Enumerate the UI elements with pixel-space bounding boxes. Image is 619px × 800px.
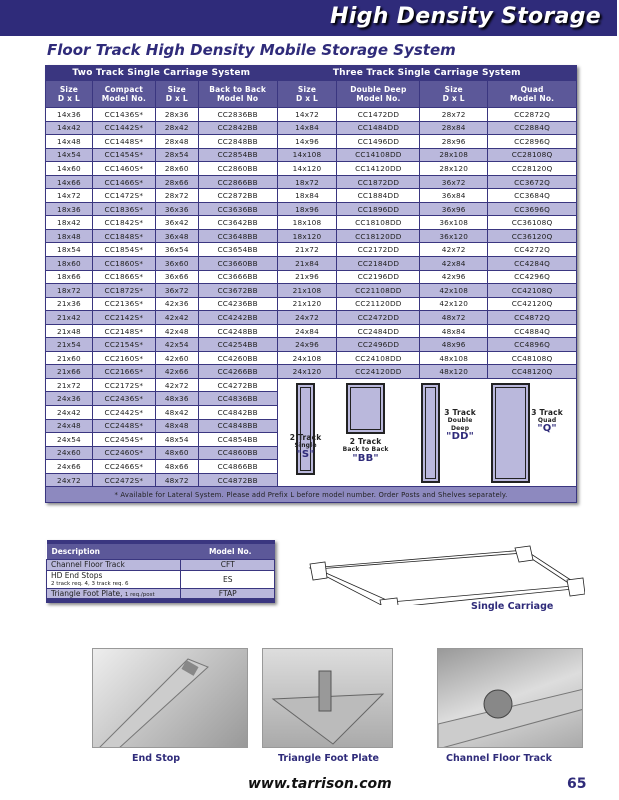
table-cell: 28x66 xyxy=(155,175,198,189)
table-cell: 18x108 xyxy=(277,216,337,230)
table-cell: 14x48 xyxy=(46,135,93,149)
page-number: 65 xyxy=(567,776,587,792)
table-cell: 42x108 xyxy=(420,284,488,298)
table-cell: CC2842BB xyxy=(198,121,277,135)
section-subtitle: Floor Track High Density Mobile Storage System xyxy=(47,41,456,59)
table-cell: 18x48 xyxy=(46,229,93,243)
diagram-label-text: 2 Track xyxy=(289,432,322,442)
table-row xyxy=(46,189,577,203)
col-header-model: Model No. xyxy=(181,542,275,559)
table-cell: CC28108Q xyxy=(488,148,577,162)
channel-floor-track-photo xyxy=(437,648,583,748)
table-cell: CC4254BB xyxy=(198,338,277,352)
table-cell: CC1896DD xyxy=(337,202,420,216)
col-header-line: Quad xyxy=(520,85,544,94)
table-cell: 18x54 xyxy=(46,243,93,257)
col-header-line: D x L xyxy=(295,94,319,103)
table-cell: CC4272Q xyxy=(488,243,577,257)
table-cell: CC1866S* xyxy=(92,270,155,284)
table-cell: 28x48 xyxy=(155,135,198,149)
single-frame-icon xyxy=(296,383,315,475)
table-cell: 42x42 xyxy=(155,311,198,325)
diagram-label-text: Single xyxy=(294,441,317,449)
diagram-label-text: Double xyxy=(447,416,473,424)
table-cell: CC2884Q xyxy=(488,121,577,135)
single-carriage-drawing xyxy=(305,540,585,605)
table-cell: CC2166S* xyxy=(92,365,155,379)
table-cell: CC4272BB xyxy=(198,378,277,392)
table-cell: 28x108 xyxy=(420,148,488,162)
col-header-line: Model No xyxy=(217,94,259,103)
table-cell: CC2472DD xyxy=(337,311,420,325)
table-cell: 21x120 xyxy=(277,297,337,311)
table-cell: CC4284Q xyxy=(488,257,577,271)
table-cell: CC4872BB xyxy=(198,473,277,487)
table-cell: 14x42 xyxy=(46,121,93,135)
table-cell: CC4260BB xyxy=(198,351,277,365)
table-cell: CC4296Q xyxy=(488,270,577,284)
table-cell: CC2866BB xyxy=(198,175,277,189)
table-cell: CC1860S* xyxy=(92,257,155,271)
table-cell: 42x84 xyxy=(420,257,488,271)
table-cell: 21x72 xyxy=(46,378,93,392)
table-cell: 42x120 xyxy=(420,297,488,311)
table-cell: CC2148S* xyxy=(92,324,155,338)
table-cell: CC4884Q xyxy=(488,324,577,338)
table-cell: CC3660BB xyxy=(198,257,277,271)
table-cell: CC2472S* xyxy=(92,473,155,487)
table-row xyxy=(46,148,577,162)
table-cell: 48x36 xyxy=(155,392,198,406)
table-cell: 18x42 xyxy=(46,216,93,230)
table-cell: CC2448S* xyxy=(92,419,155,433)
table-cell: 24x96 xyxy=(277,338,337,352)
table-cell: CC18108DD xyxy=(337,216,420,230)
table-cell: CC1848S* xyxy=(92,229,155,243)
table-cell: CC3648BB xyxy=(198,229,277,243)
table-cell: CC4896Q xyxy=(488,338,577,352)
table-row xyxy=(46,216,577,230)
col-header-line: D x L xyxy=(442,94,465,103)
table-row xyxy=(46,365,577,379)
table-cell: 24x42 xyxy=(46,406,93,420)
table-cell: CC2172DD xyxy=(337,243,420,257)
col-header xyxy=(337,81,420,108)
col-header-line: D x L xyxy=(57,94,80,103)
table-cell: CC1842S* xyxy=(92,216,155,230)
table-cell: CC2466S* xyxy=(92,460,155,474)
table-cell: 21x96 xyxy=(277,270,337,284)
table-cell: 18x66 xyxy=(46,270,93,284)
table-cell: CC4836BB xyxy=(198,392,277,406)
footnote-row xyxy=(46,487,577,503)
diagram-label-text: 2 Track xyxy=(349,436,382,446)
diagram-label-text: Deep xyxy=(450,424,470,432)
table-cell: 21x54 xyxy=(46,338,93,352)
table-cell: CC36108Q xyxy=(488,216,577,230)
col-header-line: Model No. xyxy=(356,94,401,103)
table-cell: CC2454S* xyxy=(92,433,155,447)
note: 2 track req. 4, 3 track req. 6 xyxy=(51,580,129,587)
table-cell: CC2872Q xyxy=(488,108,577,122)
table-row xyxy=(46,284,577,298)
table-cell: CC3696Q xyxy=(488,202,577,216)
table-cell: CC3666BB xyxy=(198,270,277,284)
table-cell: CC24120DD xyxy=(337,365,420,379)
table-cell: CC1872S* xyxy=(92,284,155,298)
table-cell: 21x60 xyxy=(46,351,93,365)
table-cell: 36x120 xyxy=(420,229,488,243)
table-cell: 36x72 xyxy=(420,175,488,189)
website-url[interactable]: www.tarrison.com xyxy=(248,776,392,792)
table-cell: 36x108 xyxy=(420,216,488,230)
table-cell: 36x60 xyxy=(155,257,198,271)
table-cell: CC3672Q xyxy=(488,175,577,189)
col-header-line: Model No. xyxy=(509,94,555,103)
table-row xyxy=(47,570,275,588)
diagram-label-text: "Q" xyxy=(537,422,557,434)
col-header-line: D x L xyxy=(165,94,188,103)
table-cell: 48x84 xyxy=(420,324,488,338)
model: ES xyxy=(181,570,275,588)
table-cell: CC4242BB xyxy=(198,311,277,325)
table-row xyxy=(46,135,577,149)
table-cell: 48x66 xyxy=(155,460,198,474)
table-cell: CC2142S* xyxy=(92,311,155,325)
table-cell: 36x42 xyxy=(155,216,198,230)
desc: Channel Floor Track xyxy=(47,559,181,570)
configuration-diagrams xyxy=(277,378,576,486)
page-title: High Density Storage xyxy=(330,4,601,29)
table-cell: CC42120Q xyxy=(488,297,577,311)
table-cell: CC2442S* xyxy=(92,406,155,420)
diagram-label-text: 3 Track xyxy=(531,407,563,417)
table-cell: CC1836S* xyxy=(92,202,155,216)
table-cell: 48x120 xyxy=(420,365,488,379)
col-header xyxy=(46,81,93,108)
table-cell: CC42108Q xyxy=(488,284,577,298)
table-cell: CC2860BB xyxy=(198,162,277,176)
table-cell: CC2154S* xyxy=(92,338,155,352)
table-cell: CC1466S* xyxy=(92,175,155,189)
table-cell: 14x60 xyxy=(46,162,93,176)
diagram-label-bb xyxy=(330,437,402,464)
table-cell: 18x60 xyxy=(46,257,93,271)
table-cell: 21x72 xyxy=(277,243,337,257)
table-cell: 36x36 xyxy=(155,202,198,216)
quad-frame-icon xyxy=(491,383,530,483)
table-cell: 28x72 xyxy=(155,189,198,203)
caption-triangle-foot-plate: Triangle Foot Plate xyxy=(278,753,379,764)
note: 1 req./post xyxy=(124,591,155,598)
table-cell: 14x120 xyxy=(277,162,337,176)
table-cell: CC2436S* xyxy=(92,392,155,406)
diagram-label-text: Back to Back xyxy=(342,445,389,453)
table-cell: CC2896Q xyxy=(488,135,577,149)
table-cell: 24x48 xyxy=(46,419,93,433)
table-cell: 36x84 xyxy=(420,189,488,203)
table-row xyxy=(46,351,577,365)
table-cell: 42x48 xyxy=(155,324,198,338)
table-cell: 18x84 xyxy=(277,189,337,203)
table-cell: CC2136S* xyxy=(92,297,155,311)
col-header-description: Description xyxy=(47,542,181,559)
table-cell: 24x36 xyxy=(46,392,93,406)
table-cell: 14x96 xyxy=(277,135,337,149)
diagram-label-text: "DD" xyxy=(446,430,474,442)
table-cell: 14x66 xyxy=(46,175,93,189)
table-cell: CC2484DD xyxy=(337,324,420,338)
table-cell: CC4860BB xyxy=(198,446,277,460)
table-cell: 42x54 xyxy=(155,338,198,352)
table-cell: CC21108DD xyxy=(337,284,420,298)
table-row xyxy=(46,338,577,352)
table-cell: CC4872Q xyxy=(488,311,577,325)
table-cell: CC4236BB xyxy=(198,297,277,311)
table-row xyxy=(46,324,577,338)
footnote: * Available for Lateral System. Please add Prefix L before model number. Order Posts and Shelves separately. xyxy=(46,487,577,503)
table-cell: CC1472DD xyxy=(337,108,420,122)
model: CFT xyxy=(181,559,275,570)
model-table xyxy=(45,65,577,503)
table-cell: CC48108Q xyxy=(488,351,577,365)
table-cell: CC2496DD xyxy=(337,338,420,352)
table-cell: 14x72 xyxy=(277,108,337,122)
table-cell: 48x54 xyxy=(155,433,198,447)
table-cell: 28x96 xyxy=(420,135,488,149)
col-header-line: Compact xyxy=(104,85,144,94)
table-cell: CC3636BB xyxy=(198,202,277,216)
table-cell: 28x54 xyxy=(155,148,198,162)
table-cell: CC2872BB xyxy=(198,189,277,203)
table-cell: 48x72 xyxy=(155,473,198,487)
table-cell: 24x108 xyxy=(277,351,337,365)
table-cell: 18x120 xyxy=(277,229,337,243)
col-header-line: Back to Back xyxy=(209,85,267,94)
table-cell: CC1484DD xyxy=(337,121,420,135)
table-cell: CC1442S* xyxy=(92,121,155,135)
table-cell: 24x66 xyxy=(46,460,93,474)
table-cell: CC2460S* xyxy=(92,446,155,460)
table-row xyxy=(46,121,577,135)
table-cell: CC3672BB xyxy=(198,284,277,298)
table-cell: CC1472S* xyxy=(92,189,155,203)
table-cell: CC2160S* xyxy=(92,351,155,365)
table-cell: 36x96 xyxy=(420,202,488,216)
table-cell: CC28120Q xyxy=(488,162,577,176)
table-row xyxy=(46,202,577,216)
desc: Triangle Foot Plate, xyxy=(51,588,123,598)
accessories-table xyxy=(46,540,275,603)
end-stop-photo xyxy=(92,648,248,748)
table-row xyxy=(46,270,577,284)
table-cell: CC4848BB xyxy=(198,419,277,433)
col-header-line: Size xyxy=(444,85,463,94)
table-cell: 36x48 xyxy=(155,229,198,243)
table-row xyxy=(46,378,577,392)
table-cell: CC3642BB xyxy=(198,216,277,230)
table-cell: 28x72 xyxy=(420,108,488,122)
table-cell: CC4842BB xyxy=(198,406,277,420)
table-cell: 14x36 xyxy=(46,108,93,122)
col-header-line: Size xyxy=(167,85,186,94)
table-cell: 18x36 xyxy=(46,202,93,216)
table-cell: CC24108DD xyxy=(337,351,420,365)
table-cell: 18x96 xyxy=(277,202,337,216)
table-cell: 42x72 xyxy=(420,243,488,257)
caption-channel-floor-track: Channel Floor Track xyxy=(446,753,552,764)
col-header xyxy=(198,81,277,108)
table-cell: CC18120DD xyxy=(337,229,420,243)
table-cell: CC36120Q xyxy=(488,229,577,243)
table-cell: 42x60 xyxy=(155,351,198,365)
table-cell: 48x108 xyxy=(420,351,488,365)
diagram-label-text: "S" xyxy=(296,448,315,460)
table-row xyxy=(46,243,577,257)
table-cell: 28x120 xyxy=(420,162,488,176)
table-cell: CC1454S* xyxy=(92,148,155,162)
table-cell: 24x60 xyxy=(46,446,93,460)
model: FTAP xyxy=(181,588,275,600)
diagram-label-text: Quad xyxy=(537,416,557,424)
table-cell: 48x42 xyxy=(155,406,198,420)
table-cell: CC1872DD xyxy=(337,175,420,189)
table-cell: 28x84 xyxy=(420,121,488,135)
col-header xyxy=(420,81,488,108)
table-cell: 24x54 xyxy=(46,433,93,447)
table-cell: CC48120Q xyxy=(488,365,577,379)
table-cell: 18x72 xyxy=(46,284,93,298)
table-cell: 42x96 xyxy=(420,270,488,284)
table-cell: CC1436S* xyxy=(92,108,155,122)
col-header xyxy=(277,81,337,108)
back-to-back-frame-icon xyxy=(346,383,385,434)
table-cell: 48x96 xyxy=(420,338,488,352)
col-header xyxy=(92,81,155,108)
table-cell: CC3684Q xyxy=(488,189,577,203)
diagram-label-text: "BB" xyxy=(352,452,379,464)
table-cell: CC3654BB xyxy=(198,243,277,257)
table-cell: 48x48 xyxy=(155,419,198,433)
table-cell: 24x72 xyxy=(46,473,93,487)
table-row xyxy=(46,229,577,243)
table-cell: 24x84 xyxy=(277,324,337,338)
table-cell: 28x60 xyxy=(155,162,198,176)
table-cell: 21x48 xyxy=(46,324,93,338)
table-cell: CC1854S* xyxy=(92,243,155,257)
table-row xyxy=(46,297,577,311)
col-header-line: Size xyxy=(297,85,317,94)
table-row xyxy=(46,175,577,189)
table-row xyxy=(47,588,275,600)
table-cell: 14x54 xyxy=(46,148,93,162)
diagram-label-q xyxy=(530,409,565,433)
table-row xyxy=(46,257,577,271)
table-row xyxy=(46,108,577,122)
table-cell: 28x36 xyxy=(155,108,198,122)
table-cell: 21x36 xyxy=(46,297,93,311)
table-cell: CC1884DD xyxy=(337,189,420,203)
col-header xyxy=(488,81,577,108)
table-cell: 42x66 xyxy=(155,365,198,379)
table-cell: 21x66 xyxy=(46,365,93,379)
col-header-line: Size xyxy=(59,85,79,94)
table-cell: 14x108 xyxy=(277,148,337,162)
table-cell: CC4854BB xyxy=(198,433,277,447)
table-cell: CC21120DD xyxy=(337,297,420,311)
table-row xyxy=(46,162,577,176)
table-cell: 14x72 xyxy=(46,189,93,203)
table-cell: 36x66 xyxy=(155,270,198,284)
two-track-title: Two Track Single Carriage System xyxy=(46,66,278,81)
triangle-foot-plate-photo xyxy=(262,648,393,748)
table-cell: 24x72 xyxy=(277,311,337,325)
diagram-label-s xyxy=(278,433,334,460)
table-cell: 21x42 xyxy=(46,311,93,325)
table-cell: CC2196DD xyxy=(337,270,420,284)
table-cell: 14x84 xyxy=(277,121,337,135)
diagram-label-dd xyxy=(438,409,483,441)
table-cell: 18x72 xyxy=(277,175,337,189)
table-cell: 21x108 xyxy=(277,284,337,298)
table-cell: CC1448S* xyxy=(92,135,155,149)
table-cell: 21x84 xyxy=(277,257,337,271)
table-row xyxy=(47,559,275,570)
table-cell: CC4866BB xyxy=(198,460,277,474)
table-cell: 28x42 xyxy=(155,121,198,135)
table-cell: CC1460S* xyxy=(92,162,155,176)
desc: HD End Stops xyxy=(51,570,103,580)
table-cell: CC2848BB xyxy=(198,135,277,149)
table-cell: CC2172S* xyxy=(92,378,155,392)
col-header-line: Model No. xyxy=(101,94,147,103)
table-cell: 36x54 xyxy=(155,243,198,257)
table-row xyxy=(46,311,577,325)
diagram-label-text: 3 Track xyxy=(444,407,476,417)
table-cell: 48x60 xyxy=(155,446,198,460)
table-cell: 36x72 xyxy=(155,284,198,298)
table-cell: CC2836BB xyxy=(198,108,277,122)
table-cell: CC2854BB xyxy=(198,148,277,162)
table-cell: CC14120DD xyxy=(337,162,420,176)
col-header xyxy=(155,81,198,108)
header-bar xyxy=(0,0,617,36)
table-cell: CC14108DD xyxy=(337,148,420,162)
table-cell: 42x36 xyxy=(155,297,198,311)
table-cell: CC4266BB xyxy=(198,365,277,379)
caption-end-stop: End Stop xyxy=(132,753,181,764)
table-cell: CC4248BB xyxy=(198,324,277,338)
caption-single-carriage: Single Carriage xyxy=(471,601,554,612)
col-header-line: Double Deep xyxy=(350,85,407,94)
table-cell: CC2184DD xyxy=(337,257,420,271)
table-cell: 24x120 xyxy=(277,365,337,379)
three-track-title: Three Track Single Carriage System xyxy=(277,66,576,81)
table-cell: 42x72 xyxy=(155,378,198,392)
table-cell: CC1496DD xyxy=(337,135,420,149)
table-cell: 48x72 xyxy=(420,311,488,325)
